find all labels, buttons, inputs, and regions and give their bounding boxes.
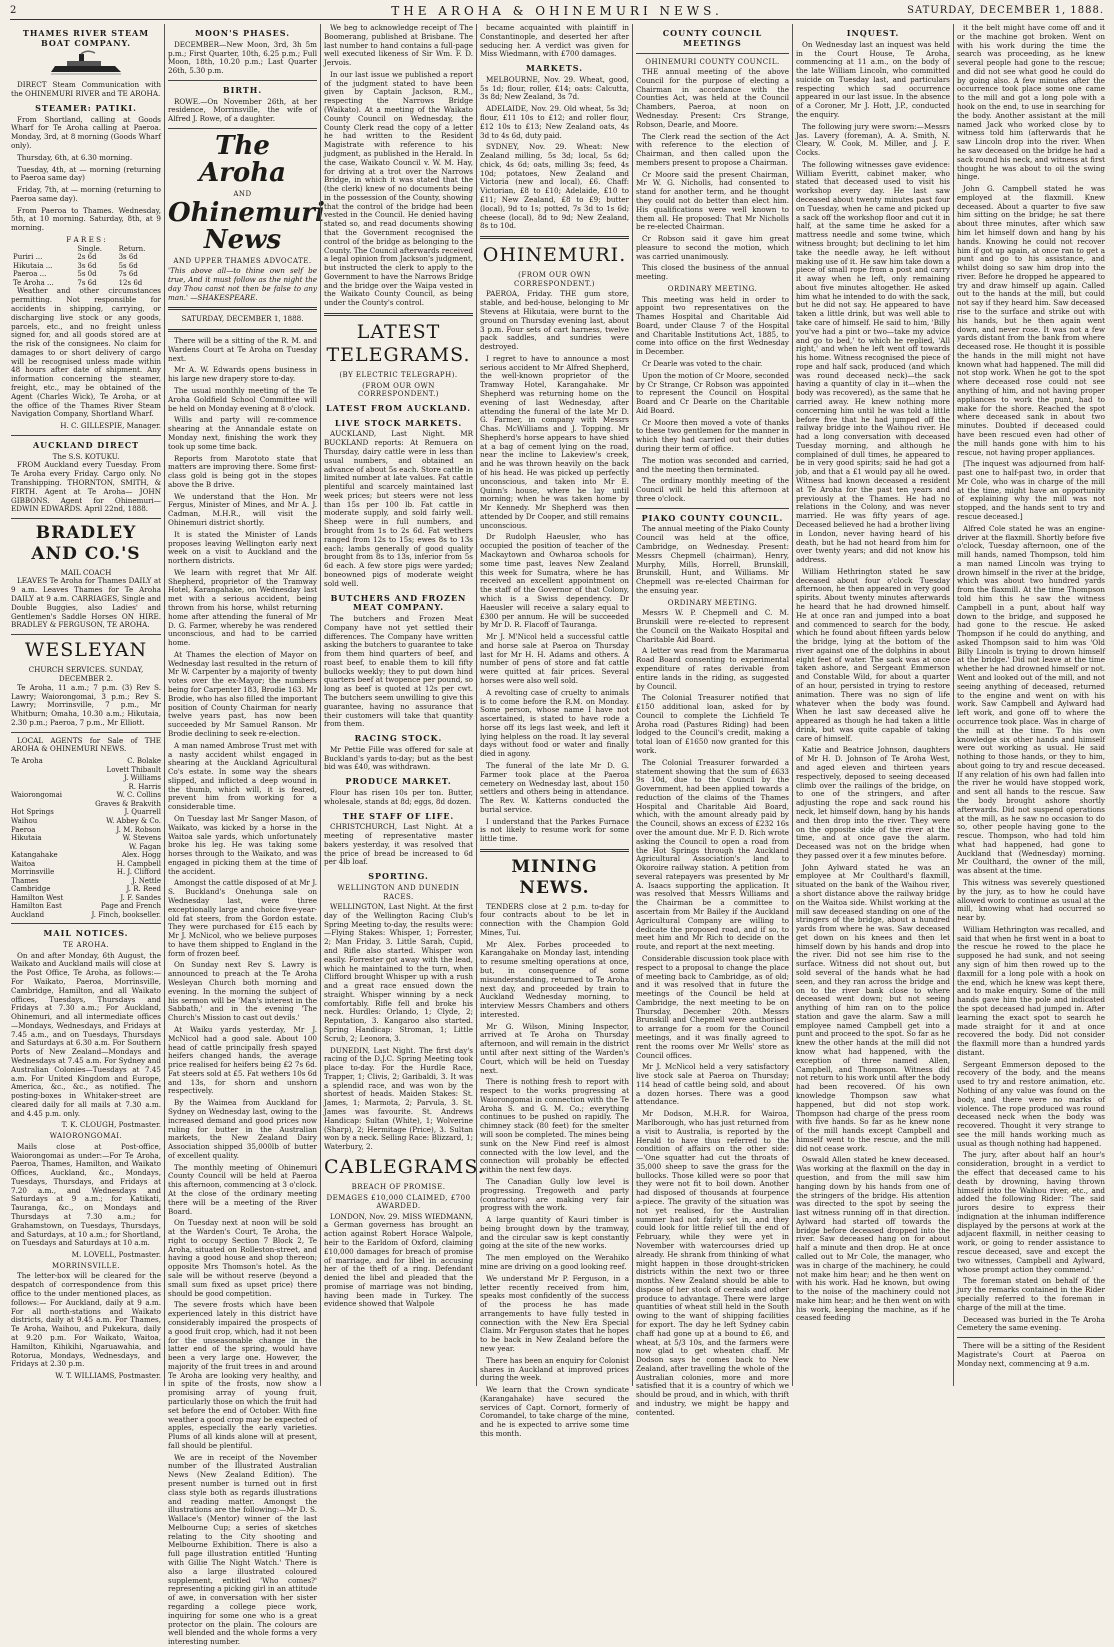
agent-row: Hikutaia W. Stevens xyxy=(11,834,161,843)
agent-row: Graves & Brakvith xyxy=(95,799,161,808)
editorial-paragraph: At Thames the election of Mayor on Wednesday last resulted in the return of Mr W. Carpenter by a majority of twenty votes over the ex-Mayor; the numbers being for Carpenter 183, Brodie 163. Mr Brodie, who has also filled the important position of County Chairman for nearly twelve years past, has now been succeeded by Mr Samuel Ranson. Mr Brodie declining to seek re-election. xyxy=(168,649,317,738)
council-paragraph: Mr Dodson, M.H.R. for Wairoa, Marlborough, who has just returned from a visit to Australia, is reported by the Herald to have thus referred to the condition of affairs on the other side:—'One squatter had cut the throats of 35,000 sheep to save the grass for the bullocks. Those killed were so poor that they were not fit to boil down. Another had disposed of thousands at fourpence a-piece. The gravity of the situation was not yet realised, for the Australian summer had not fairly set in, and they could look for little relief till the end of February, while they were yet in November with watercourses dried up already. He shrank from thinking of what might happen in those drought-stricken districts within the next two or three months. New Zealand should be able to dispose of her stock of cereals and other produce to advantage. There were large quantities of wheat still held in the South owing to the want of shipping facilities for export. The day he left Sydney cabin chaff had gone up at a bound to £6, and wheat, at 5/3 10s, and the farmers were now glad to get wheaten chaff. Mr Dodson says he comes back to New Zealand, after travelling the whole of the Australian colonies, more and more satisfied that it is a country of which we should be proud, and in which, with thrift and industry, we might be happy and contented. xyxy=(636,1109,789,1417)
mining-paragraph: We learn that the Crown syndicate (Karangahake) have secured the services of Capt. Cornort, formerly of Coromandel, to take charge of the mine, and he is expected to arrive some time this month. xyxy=(480,1385,629,1439)
editorial-paragraph: The severe frosts which have been experienced lately in this district have considerably impaired the prospects of a good fruit crop, which, had it not been for the unseasonable change in the latter end of the spring, would have been a very large one. However, the majority of the fruit trees in and around Te Aroha are looking very healthy, and in spite of the frosts, now show a promising array of young fruit, particularly those on which the fruit had set before the end of October. With fine weather a good crop may be expected of apples, especially the early varieties. Plums of all kinds alone will at present, fall should be plentiful. xyxy=(168,1300,317,1450)
editorial-paragraph: On Tuesday next at noon will be sold at the Warden's Court, Te Aroha, the right to occupy Section 7 Block 2, Te Aroha, situated on Rolleston-street, and having a good house and shop thereon; opposite Mrs Thomson's hotel. As the sale will be without reserve (beyond a small sum fixed as upset price) there should be good competition. xyxy=(168,1218,317,1298)
fares-cell: Te Aroha ... xyxy=(13,278,54,287)
ordinary-meeting-title: ORDINARY MEETING. xyxy=(667,285,758,293)
sporting-text: WELLINGTON, Last Night. At the first day of the Wellington Racing Club's Spring Meeting to-day, the results were:—Flying Stakes: Whisper, 1; Forrester, 2; Man Friday, 3. Little Sarah, Cupid, and Rifle also started. Whisper won easily. Forrester got away with the lead, which he maintained to the turn, when Clifford brought Whisper up with a rush and a great race ensued down the straight. Whisper winning by a neck comfortably. Rifle fell and broke his neck. Hurdles: Orlando, 1; Clyde, 2; Reputation, 3. Kangaroo also started. Spring Handicap: Stroman, 1; Little Scrub, 2; Leonora, 3. xyxy=(324,902,473,1043)
piako-ordinary-title: ORDINARY MEETING. xyxy=(667,598,758,607)
mining-paragraph: The men employed on the Werahiko mine are driving on a good looking reef. xyxy=(480,1253,629,1271)
morrinsville-signature: W. T. WILLIAMS, Postmaster. xyxy=(55,1371,161,1381)
fares-row xyxy=(11,253,161,262)
column-2 xyxy=(164,24,325,1647)
editorial-paragraph: Reports from Marototo state that matters are improving there. Some first-class gold is being got in the stopes above the B drive. xyxy=(168,453,317,489)
editorial-paragraph: By the Waimea from Auckland for Sydney on Wednesday last, owing to the increased demand and good prices now ruling for butter in the Australian markets, the New Zealand Dairy Association shipped 35,000lb of butter of excellent quality. xyxy=(168,1098,317,1160)
fares-cell: 12s 6d xyxy=(118,278,143,287)
agent-row: Morrinsville H. J. Clifford xyxy=(11,868,161,877)
bradley-text: LEAVES Te Aroha for Thames DAILY at 9 a.m. Leaves Thames for Te Aroha DAILY at 9 a.m. CARRIAGES, Single and Double Buggies, also Ladies' and Gentlemen's Saddle Horses ON HIRE. BRADLEY & FERGUSON, TE AROHA. xyxy=(11,576,161,630)
editorial-paragraph: Mr A. W. Edwards opens business in his large new drapery store to-day. xyxy=(168,365,317,384)
issue-date: SATURDAY, DECEMBER 1, 1888. xyxy=(907,5,1104,16)
latest-telegrams-title: LATEST TELEGRAMS. xyxy=(326,321,471,367)
dunedin-text: DUNEDIN, Last Night. The first day's racing of the D.J.C. Spring Meeting took place to-day. For the Hurdle Race, Trapper, 1; Clivis, 2; Garibaldi, 3. It was a splendid race, and was won by the shortest of heads. Maiden Stakes: St. James, 1; Marmota, 2; Parvula, 3. St. James was favourite. St. Andrews Handicap: Sultan (White), 1; Wolverine (Sharp), 2; Hermitage (Price), 3. Sultan won by a neck. Selling Race: Blizzard, 1; Waterbury, 2. xyxy=(324,1045,473,1152)
fares-head-cell xyxy=(11,245,75,254)
inquest-paragraph: Oswald Allen stated he knew deceased. Was working at the flaxmill on the day in question, and from the mill saw him hanging down by his hands from one of the stringers of the bridge. His attention was directed to the spot by seeing the last witness running off in that direction. Aylward had started off towards the bridge before deceased dropped into the river. Saw deceased hang on for about half a minute and then drop. He at once called out to Mr Cole, the manager, who was in charge of the machinery, he could not make him hear; and he then went on with his work. Had he known, but owing to the noise of the machinery could not make him hear; and he then went on with his work, keeping the machine, as if he ceased feeding xyxy=(796,1155,950,1323)
mining-paragraph: TENDERS close at 2 p.m. to-day for four contracts about to be let in connection with the Champion Gold Mines, Tui. xyxy=(480,901,629,937)
mail-notices-title: MAIL NOTICES. xyxy=(43,928,129,939)
steamer-name: STEAMER: PATIKI. xyxy=(35,102,137,113)
editorial-paragraph: Wills and party will re-commence shearing at the Annandale estate on Monday next, finishing the work they took up some time back. xyxy=(168,415,317,451)
moon-phases-title: MOON'S PHASES. xyxy=(194,28,291,38)
market-paragraph: ADELAIDE, Nov. 29. Old wheat, 5s 3d; flour, £11 10s to £12; and roller flour, £12 10s to £13; New Zealand oats, 4s 3d to 4s 6d, duty paid. xyxy=(480,104,629,140)
cablegram-text: LONDON, Nov. 29. MISS WIEDMANN, a German governess has brought an action against Robert Horace Walpole, heir to the Earldom of Oxford, claiming £10,000 damages for breach of promise of marriage, and for libel in accusing her of the theft of a ring. Defendant denied the libel and pleaded that the promise of marriage was not binding, having been made in Turkey. The evidence showed that Walpole xyxy=(324,1211,473,1309)
inquest-continued: The jury, after about half an hour's consideration, brought in a verdict to the effect that deceased came to his death by drowning, having thrown himself into the Waihou river, etc., and added the following Rider: 'The said jurors desire to express their indignation at the inhuman indifference displayed by the persons at work at the adjacent flaxmill, in neither ceasing to work, or going to render assistance to rescue deceased, save and except the two witnesses, Campbell and Aylward, whose prompt action they commend.' xyxy=(957,1150,1105,1274)
masthead xyxy=(10,3,1104,20)
paper-name-2: Ohinemuri News xyxy=(168,198,325,256)
staff-of-life-title: THE STAFF OF LIFE. xyxy=(342,810,455,821)
sporting-sub: WELLINGTON AND DUNEDIN RACES. xyxy=(337,883,460,901)
kotuku-name: The S.S. KOTUKU. xyxy=(52,451,120,461)
agent-row: Waiorongomai W. C. Collins xyxy=(11,791,161,800)
editorial-paragraph: At Waiku yards yesterday, Mr J. McNicol had a good sale. About 100 head of cattle principally fresh spayed heifers changed hands, the average price realised for heifers being £2 7s 6d. Fat steers sold at £5. Fat wethers 10s 6d and 13s, for shorn and unshorn respectively. xyxy=(168,1024,317,1096)
inquest-paragraph: John Aylward stated he was an employee at Mr Coulthard's flaxmill, situated on the bank of the Waihou river, a short distance above the railway bridge on the Waitoa side. Whilst working at the mill saw deceased standing on one of the stringers of the bridge, about a hundred yards from where he was. Saw deceased get down on his knees and then let himself down by his hands and drop into the river. Did not see him rise to the surface. Witness did not shout out, but sold several of the hands what he had seen, and they ran across the bridge and on to the river bank close to where deceased went down; but not seeing anything of him ran on to the police station and gave the alarm. Saw a mill employee named Campbell get into a punt and proceed to the spot. So far as he knew the other hands at the mill did not know what had happened, with the exception of three named Allen, Campbell, and Thompson. Witness did not return to his work until after the body had been recovered. Of his own knowledge Thompson saw what happened, but did not stop work. Thompson had charge of the press room with five hands. So far as he knew none of the mill hands except Campbell and himself went to the rescue, and the mill did not cease work. xyxy=(796,862,950,1153)
fares-cell: 2s 6d xyxy=(77,253,97,262)
column-5 xyxy=(632,24,792,1417)
fares-cell: 3s 6d xyxy=(118,253,138,262)
ohinemuri-paragraph: I regret to have to announce a most serious accident to Mr Alfred Shepherd, the well-known proprietor of the Tramway Hotel, Karangahake. Mr Shepherd was returning home on the evening of last Wednesday, after attending the funeral of the late Mr D. G. Farmer, in company with Messrs Chas. McWilliams and J. Topping. Mr Shepherd's horse appears to have shied at a bag of cement lying on the road, near the incline to Lakeview's creek, and he was thrown heavily on the back of his head. He was picked up perfectly unconscious, and taken into Mr E. Quinn's house, where he lay until morning; when he was taken home by Mr Kennedy. Mr Shepherd was then attended by Dr Cooper, and still remains unconscious. xyxy=(480,353,629,530)
auckland-direct-title: AUCKLAND DIRECT xyxy=(32,439,140,450)
council-paragraph: This meeting was held in order to appoint two representatives on the Thames Hospital and Charitable Aid Board, under Clause 7 of the Hospital and Charitable Institutions Act, 1885, to come into office on the first Wednesday in December. xyxy=(636,294,789,357)
fares-head-row xyxy=(11,245,161,254)
schedule-4: From Paeroa to Thames. Wednesday, 5th, at 10 morning. Saturday, 8th, at 9 morning. xyxy=(11,205,161,233)
fares-row xyxy=(11,262,161,271)
agent-row: Auckland J. Finch, bookseller. xyxy=(11,910,161,919)
mining-paragraph: There has been an enquiry for Colonist shares in Auckland at improved prices during the week. xyxy=(480,1355,629,1383)
council-paragraph: This closed the business of the annual meeting. xyxy=(636,263,789,282)
fares-cell: Puriri ... xyxy=(13,253,43,262)
morrinsville-text: The letter-box will be cleared for the despatch of correspondence from this office to the under mentioned places, as follows:— For Auckland, daily at 9 a.m. For all north-stations and Waikato districts, daily at 9.45 a.m. For Thames, Te Aroha, Waihou, and Pukekura, daily at 9.20 p.m. For Waikato, Waitoa, Hamilton, Kihikihi, Ngaruawahia, and Rotorua, Mondays, Wednesdays, and Fridays at 2.30 p.m. xyxy=(11,1271,161,1369)
market-paragraph: SYDNEY, Nov. 29. Wheat: New Zealand milling, 5s 3d; local, 5s 6d; chick, 4s 6d; oats, milling 3s; feed, 4s 10d; potatoes, New Zealand and Victoria (new and local), £6. Chaff: Victorian, £8 to £10; Adelaide, £10 to £11; New Zealand, £8 to £9; butter (local), 9d to 1s; potted, 7s 3d to 1s 6d; cheese (local), 8d to 9d; New Zealand, 8s to 10d. xyxy=(480,142,629,231)
article-paragraph: became acquainted with plaintiff in Constantinople, and deserted her after seducing her. A verdict was given for Miss Wiedmann, with £700 damages. xyxy=(480,23,629,59)
editorial-paragraph: A man named Ambrose Trust met with a nasty accident whilst engaged in shearing at the Auckland Agricultural Co's estate. In some way the shears slipped, and inflicted a deep wound in the thumb, which will, it is feared, prevent him from working for a considerable time. xyxy=(168,740,317,812)
agent-row: Katangahake Alex. Hogg xyxy=(11,851,161,860)
markets-title: MARKETS. xyxy=(526,63,583,74)
schedule-1: Thursday, 6th, at 6.30 morning. xyxy=(17,152,133,162)
council-paragraph: The Colonial Treasurer forwarded a statement showing that the sum of £633 9s 10d, due to the Council by the Government, had been applied towards a reduction of the claims of the Thames Hospital and Charitable Aid Board, which, with the amount already paid by the Council, shows an excess of £232 16s over the amount due. Mr F. D. Rich wrote asking the Council to open a road from the Hot Springs through the Auckland Agricultural Association's land to Okoroire railway station. A petition from several ratepayers was presented by Mr A. Isaacs supporting the application. It was resolved that Messrs Williams and the Chairman be a committee to ascertain from Mr Bailey if the Auckland Agricultural Company are willing to dedicate the proposed road, and if so, to meet him and Mr Rich to decide on the route, and report at the next meeting. xyxy=(636,757,789,952)
inquest-continued: John G. Campbell stated he was employed at the flaxmill. Knew deceased. About a quarter to five saw him sitting on the bridge; he sat there about three minutes, after which saw him let himself down and hang by his hands. Knowing he could not recover him if got up again, at once ran to get a punt and go to his assistance, and whilst doing so saw him drop into the river. Before he dropped he appeared to try and draw himself up again. Called out to the hands at the mill, but could not say if they heard him. Saw deceased rise to the surface and strike out with his hands, but he then again went down, and never rose. It was not a few yards distant from the bank from where deceased rose. He thought it is possible the hands in the mill might not have known what had happened. The mill did not stop work. When he got to the spot where deceased rose could not see anything of him, and not having proper appliances to work the punt, had to make for the shore. Reached the spot where deceased sank in about two minutes. Doubted if deceased could have been rescued even had other of the mill hands gone with him to his rescue, not having proper appliances. xyxy=(957,184,1105,457)
fares-cell: 5s 6d xyxy=(118,261,138,270)
council-paragraph: The Clerk read the section of the Act with reference to the election of Chairman, and then called upon the members present to propose a Chairman. xyxy=(636,131,789,167)
editorial-paragraph: It is stated the Minister of Lands proposes leaving Wellington early next week on a visit to Auckland and the northern districts. xyxy=(168,529,317,566)
produce-title: PRODUCE MARKET. xyxy=(345,776,452,787)
agent-row: Hot Springs J. Quarrell xyxy=(11,808,161,817)
live-stock-text: AUCKLAND, Last Night. MR BUCKLAND reports: At Remuera on Thursday, dairy cattle were in less than usual numbers, and obtained an advance of about 5s each. Store cattle in limited number at late values. Fat cattle plentiful and scarcely maintained last week prices; but steers were not less than 15s per 100 lb. Fat cattle in moderate supply, and sold fairly well. Sheep were in full numbers, and brought from 1s to 2s 6d. Fat wethers ranged from 12s to 15s; ewes 8s to 13s each; lambs generally of good quality brought from 8s to 13s, inferior from 5s 6d each. A few store pigs were yarded; boneowned pigs of moderate weight sold well. xyxy=(324,429,473,588)
council-paragraph: A letter was read from the Maramarua Road Board consenting to experimental expenditure of rates derivable from entire lands in the riding, as suggested by Council. xyxy=(636,646,789,691)
inquest-paragraph: William Hethrington stated he saw deceased about four o'clock Tuesday afternoon, he then appeared in very good spirits. About twenty minutes afterwards he heard that he had drowned himself. He at once ran and jumped into a boat and commenced to search for the body, which he found about fifteen yards below the bridge, lying at the bottom of the river against one of the dolphins in about eight feet of water. The sack was at once taken ashore, and Sergeant Emmerson and Constable Wild, for about a quarter of an hour, persisted in trying to restore animation. There was no sign of life whatever when the body was found. When he last saw deceased alive he appeared as though he had taken a little drink, but was quite capable of taking care of himself. xyxy=(796,566,950,743)
mining-paragraph: There is nothing fresh to report with respect to the works progressing at Waiorongomai in connection with the Te Aroha S. and G. M. Co.; everything continues to be pushed on rapidly. The chimney stack (80 feet) for the smelter will soon be completed. The mines being sunk on the New Find reef is almost connected with the low level, and the connection will probably be effected within the next few days. xyxy=(480,1077,629,1175)
council-paragraph: Mr J. McNicol held a very satisfactory live stock sale at Paeroa on Thursday; 114 head of cattle being sold, and about a dozen horses. There was a good attendance. xyxy=(636,1062,789,1107)
inquest-continued: Alfred Cole stated he was an engine-driver at the flaxmill. Shortly before five o'clock, Tuesday afternoon, one of the mill hands, named Thompson, told him a man named Lincoln was trying to drown himself in the river at the bridge, which was about two hundred yards from the flaxmill. At the time Thompson told him this he saw the witness Campbell in a punt, about half way down to the bridge, and supposed he had gone to the rescue. He asked Thompson if he could do anything, and asked Thompson said to him was 'Old Billy Lincoln is trying to drown himself at the bridge.' Did not leave at the time whether he had drowned himself or not. Went and looked out of the mill, and not seeing anything of deceased, returned to the engine and went on with his work. Saw Campbell and Aylward had left work, and gone off to where the occurrence took place. Was in charge of the mill at the time. To his own knowledge six other hands and himself were out working as usual. He said nothing to those hands, or they to him, about going to try and rescue deceased. If any relation of his own had fallen into the river he would have stopped work, and sent all hands to the rescue. Saw the body brought ashore shortly afterwards. Did not suspend operations at the mill, as he saw no occasion to do so, other people having gone to the rescue. Thompson, who had told him what had happened, had gone to Auckland that (Wednesday) morning. Mr Coulthard, the owner of the mill, was absent at the time. xyxy=(957,523,1105,876)
mail-signature: T. K. CLOUGH, Postmaster. xyxy=(61,1120,161,1130)
article-paragraph: We beg to acknowledge receipt of The Boomerang, published at Brisbane. The last number to hand contains a full-page well executed likeness of Sir Wm. F. D. Jervois. xyxy=(324,23,473,68)
agent-row: Waitoa H. Campbell xyxy=(11,859,161,868)
paper-subtitle: AND UPPER THAMES ADVOCATE. xyxy=(173,256,312,265)
column-6 xyxy=(792,24,953,1386)
schedule-3: Friday, 7th, at — morning (returning to Paeroa same day). xyxy=(11,185,161,203)
ohinemuri-council-title: OHINEMURI COUNTY COUNCIL. xyxy=(645,57,780,66)
birth-text: ROWE.—On November 26th, at her residence, Morrinsville, the wife of Alfred J. Rowe, of a daughter. xyxy=(168,96,317,124)
editorial-paragraph: On Tuesday last Mr Sanger Mason, of Waikato, was kicked by a horse in the Waitoa sale yards, which unfortunately broke his leg. He was taking some horses through to the Waikato, and was engaged in picking them at the time of the accident. xyxy=(168,813,317,876)
inquest-paragraph: Katie and Beatrice Johnson, daughters of Mr H. D. Johnson of Te Aroha West, and aged eleven and thirteen years respectively, deposed to seeing deceased climb over the railings of the bridge, on to one of the stringers, and after adjusting the rope and sack round his neck, let himself down, hang by his hands and then drop into the river. They were on the opposite side of the river at the time, and at once gave the alarm. Deceased was not on the bridge when they passed over it a few minutes before. xyxy=(796,745,950,860)
waiorongomai-text: Mails close at Post-office, Waiorongomai as under:—For Te Aroha, Paeroa, Thames, Hamilton, and Waikato Offices, Auckland, &c., Mondays, Tuesdays, Thursdays, and Fridays at 7.20 a.m., and Wednesdays and Saturdays at 9 a.m.; for Katikati, Tauranga, &c., on Mondays and Thursdays at 7.30 a.m.; for Grahamstown, on Tuesdays, Thursdays, and Saturdays, at 10 a.m.; for Shortland, on Tuesdays and Saturdays at 10 a.m. xyxy=(11,1141,161,1248)
paper-name-1: The Aroha xyxy=(199,130,286,189)
ohinemuri-paragraph: Dr Rudolph Haeusler, who has occupied the position of teacher of the Mackaytown and Owharoa schools for some time past, leaves New Zealand this week for Sumatra, where he has received an excellent appointment on the staff of the Governor of that Colony, which is a Swiss dependency. Dr Haeusler will receive a salary equal to £300 per annum. He will be succeeded by Mr D. R. Flacoff of Tauranga. xyxy=(480,532,629,630)
kotuku-text: FROM Auckland every Tuesday. From Te Aroha every Friday. Cargo only. No Transhipping. THORNTON, SMITH, & FIRTH. Agent at Te Aroha— JOHN GIBBONS. Agent for Ohinemuri— EDWIN EDWARDS. April 22nd, 1888. xyxy=(11,460,161,514)
ohinemuri-title: OHINEMURI. xyxy=(482,244,627,267)
council-paragraph: The ordinary monthly meeting of the Council will be held this afternoon at three o'clock. xyxy=(636,476,789,503)
mining-paragraph: The Canadian Gully low level is progressing. Tregoweth and party (contractors) are making very fair progress with the work. xyxy=(480,1176,629,1213)
moon-phases-text: DECEMBER—New Moon, 3rd, 3h 5m p.m.; First Quarter, 10th, 6.25 p.m.; Full Moon, 18th, 10.20 p.m.; Last Quarter 26th, 5.30 p.m. xyxy=(168,39,317,76)
editorial-paragraph: There will be a sitting of the R. M. and Wardens Court at Te Aroha on Tuesday next. xyxy=(168,336,317,363)
council-paragraph: Considerable discussion took place with respect to a proposal to change the place of meeting back to Cambridge, as of old; and it was resolved that in future the meetings of the Council be held at Cambridge, the next meeting to be on Thursday, December 20th. Messrs Brunskill and Chepmell were authorised to arrange for a room for the Council meetings, and it was finally agreed to rent the rooms over Mr Wells' store as Council offices. xyxy=(636,953,789,1060)
editorial-paragraph: Amongst the cattle disposed of at Mr J. S. Buckland's Onehunga sale on Wednesday last, were three exceptionally large and choice five-year-old fat steers, from the Gordon estate. They were purchased for £15 each by Mr J. McNicol, who we believe purposes to have them shipped to England in the form of frozen beef. xyxy=(168,878,317,958)
fares-cell: 5s 0d xyxy=(77,270,97,279)
mining-paragraph: A large quantity of Kauri timber is being brought down by the tramway, and the circular saw is kept constantly going at the site of the new works. xyxy=(480,1215,629,1251)
cablegrams-title: CABLEGRAMS. xyxy=(324,1155,485,1178)
breach-title: BREACH OF PROMISE. xyxy=(351,1183,446,1192)
article-paragraph: In our last issue we published a report of the judgment stated to have been given by Captain Jackson, R.M., respecting the Narrows Bridge (Waikato). At a meeting of the Waikato County Council on Wednesday, the County Clerk read the copy of a letter he had written to the Resident Magistrate with reference to his judgment, as published in the Herald. In the case, Waikato Council v. W. M. Hay, for driving at a trot over the Narrows Bridge, in which it was stated that the (the clerk) knew of no documents being in the possession of the County, showing that the control of the bridge had been vested in the Council. He denied having stated so, and read documents showing that the Government recognised the control of the bridge as belonging to the County. The Council afterwards received a legal opinion from Jackson's judgment, but instructed the clerk to apply to the Government to have the Narrows Bridge and the bridge over the Waipa vested in the Waikato County Council, as being under the County's control. xyxy=(324,69,473,308)
sporting-title: SPORTING. xyxy=(368,871,429,882)
ohinemuri-paragraph: PAEROA, Friday. THE gum store, stable, and bed-house, belonging to Mr Stevens at Hikutaia, were burnt to the ground on Thursday evening last, about 3 p.m. Four sets of cart harness, twelve pack saddles, and sundries were destroyed. xyxy=(480,289,629,352)
telegrams-sub: (BY ELECTRIC TELEGRAPH). xyxy=(339,371,458,380)
council-paragraph: THE annual meeting of the above Council for the purpose of electing a Chairman in accordance with the Counties Act, was held at the Council Chambers, Paeroa, at noon on Wednesday. Present: Crs Strange, Robson, Dearle, and Moore. xyxy=(636,67,789,129)
agents-title: LOCAL AGENTS for Sale of THE AROHA & OHINEMURI NEWS. xyxy=(11,735,161,754)
column-3 xyxy=(320,23,485,1386)
inquest-continued: [The inquest was adjourned from half-past one to half-past two, in order that Mr Cole, who was in charge of the mill at the time, might have an opportunity of explaining why the mill was not stopped, and the hands sent to try and rescue deceased.] xyxy=(957,459,1105,521)
mail-text: On and after Monday, 6th August, the Waikato and Auckland mails will close at the Post Office, Te Aroha, as follows:— For Waikato, Paeroa, Morrinsville, Cambridge, Hamilton, and all Waikato offices, Tuesdays, Thursdays and Fridays at 7.30 a.m.; For Auckland, Ohinemuri, and all intermediate offices—Mondays, Wednesdays, and Fridays at 7.45 a.m., and on Tuesdays, Thursdays and Saturdays at 6.30 a.m. For Southern Ports of New Zealand—Mondays and Wednesdays at 7.45 a.m. For Sydney and Australian Colonies—Tuesdays at 7.45 a.m. For United Kingdom and Europe, America, &c., &c., as notified. The posting-boxes in Whitaker-street are cleared daily for all mails at 7.30 a.m. and 4.45 p.m. only. xyxy=(11,950,161,1118)
agent-row: Hamilton West J. F. Sandes xyxy=(11,893,161,902)
ohinemuri-sub: (FROM OUR OWN CORRESPONDENT.) xyxy=(513,271,596,288)
inquest-continued: Sergeant Emmerson deposed to the recovery of the body, and the means used to try and restore animation, etc. Nothing of any value was found on the body, and there were no marks of violence. The rope produced was round deceased neck when the body was recovered. Thought it very strange to see the mill hands working much as usual as though nothing had happened. xyxy=(957,1059,1105,1148)
agent-row: J. Williams xyxy=(123,774,161,783)
ohinemuri-paragraph: The funeral of the late Mr D. G. Farmer took place at the Paeroa cemetery on Wednesday last, about 150 settlers and others being in attendance. The Rev. W. Katterns conducted the burial service. xyxy=(480,761,629,814)
column-7 xyxy=(953,24,1108,1386)
motto: 'This above all—to thine own self be true, And it must follow as the night the day Thou canst not then be false to any man.' —SHAKESPEARE. xyxy=(168,266,317,302)
fares-cell: Hikutaia ... xyxy=(13,261,53,270)
wesleyan-title: WESLEYAN xyxy=(24,639,148,662)
waiorongomai-signature: M. LOVELL, Postmaster. xyxy=(71,1250,161,1260)
racing-stock-title: RACING STOCK. xyxy=(354,733,443,744)
council-paragraph: Messrs W. P. Chepmell and C. M. Brunskill were re-elected to represent the Council on the Waikato Hospital and Charitable Aid Board. xyxy=(636,608,789,644)
inquest-paragraph: On Wednesday last an inquest was held in the Court House, Te Aroha, commencing at 11 a.m., on the body of the late William Lincoln, who committed suicide on Tuesday last, and particulars respecting which sad occurrence appeared in our last issue. In the absence of a Coroner, Mr J. Hott, J.P., conducted the enquiry. xyxy=(796,39,950,119)
steamship-icon xyxy=(11,51,161,80)
staff-of-life-text: CHRISTCHURCH, Last Night. At a meeting of representative master bakers yesterday, it was resolved that the price of bread be increased to 6d per 4lb loaf. xyxy=(324,822,473,867)
mining-news-title: MINING NEWS. xyxy=(511,857,598,898)
butchers-text: The butchers and Frozen Meat Company have not yet settled their differences. The Company have written asking the butchers to guarantee to take from them hind quarters of beef, and roast beef, to enable them to kill fifty bullocks weekly; they to put down hind quarters beef at twopence per pound, so long as beef is quoted at 12s per cwt. The butchers seem unwilling to give this guarantee, having no assurance that their customers will take that quantity from them. xyxy=(324,614,473,729)
date-line: SATURDAY, DECEMBER 1, 1888. xyxy=(181,314,304,324)
piako-council-title: PIAKO COUNTY COUNCIL. xyxy=(641,512,784,523)
agent-row: Cambridge J. R. Reed xyxy=(11,885,161,894)
agent-row: Thames J. Nettle xyxy=(11,876,161,885)
butchers-title: BUTCHERS AND FROZEN MEAT COMPANY. xyxy=(330,592,467,613)
wesleyan-text: Te Aroha, 11 a.m.; 7 p.m. (3) Rev S. Lawry; Waiorongomai, 3 p.m.; Rev S. Lawry; Morrinsville, 7 p.m., Mr Whitburn; Omaha, 10.30 a.m.; Hikutaia, 2.30 p.m.; Paeroa, 7 p.m., Mr Elliott. xyxy=(11,682,161,727)
racing-stock-text: Mr Pettie Fille was offered for sale at Buckland's yards to-day; but as the best bid was £40, was withdrawn. xyxy=(324,744,473,772)
fares-head-cell: Single. xyxy=(77,244,102,253)
fares-cell: 7s 6d xyxy=(118,270,138,279)
editorial-paragraph: We understand that the Hon. Mr Fergus, Minister of Mines, and Mr A. J. Cadman, M.H.R., will visit the Ohinemuri district shortly. xyxy=(168,491,317,527)
produce-text: Flour has risen 10s per ton. Butter, wholesale, stands at 8d; eggs, 8d dozen. xyxy=(324,788,473,806)
fares-cell: 7s 6d xyxy=(77,278,97,287)
morrinsville-title: MORRINSVILLE. xyxy=(51,1261,121,1270)
agent-row: Te Aroha C. Bolake xyxy=(11,757,161,766)
inquest-title: INQUEST. xyxy=(846,28,900,38)
bradley-title: BRADLEY AND CO.'S xyxy=(31,523,141,564)
agent-row: Paeroa J. M. Robson xyxy=(11,825,161,834)
fares-title: F A R E S : xyxy=(66,234,106,244)
mining-paragraph: We understand Mr P. Ferguson, in a letter recently received from him, speaks most confidently of the success of the process he has made arrangements to have fully tested in connection with the New Era Special Claim. Mr Ferguson states that he hopes to be back in New Zealand before the new year. xyxy=(480,1273,629,1354)
agents-list xyxy=(11,757,161,919)
market-paragraph: MELBOURNE, Nov. 29. Wheat, good, 5s 1d; flour, roller, £14; oats: Calcutta, 3s 8d; New Zealand, 3s 7d. xyxy=(480,74,629,102)
inquest-paragraph: The following jury were sworn:—Messrs Jas. Lavery (foreman), A. A. Smith, N. Cleary, W. Cook, M. Miller, and J. F. Cocks. xyxy=(796,121,950,158)
steam-lead: DIRECT Steam Communication with the OHINEMURI RIVER and TE AROHA. xyxy=(11,80,161,99)
court-notice: There will be a sitting of the Resident Magistrate's Court at Paeroa on Monday next, commencing at 9 a.m. xyxy=(957,1341,1105,1368)
manager-signature: H. C. GILLESPIE, Manager. xyxy=(60,421,161,431)
council-paragraph: Cr Moore then moved a vote of thanks to these two gentlemen for the manner in which they had carried out their duties during their term of office. xyxy=(636,417,789,454)
editorial-paragraph: The monthly meeting of Ohinemuri County Council will be held at Paeroa this afternoon, commencing at 3 o'clock. At the close of the ordinary meeting there will be a meeting of the River Board. xyxy=(168,1162,317,1216)
newspaper-title: THE AROHA & OHINEMURI NEWS. xyxy=(391,4,723,18)
county-council-title: COUNTY COUNCIL MEETINGS xyxy=(662,28,763,48)
bradley-sub: MAIL COACH xyxy=(60,567,112,577)
council-paragraph: Cr Robson said it gave him great pleasure to second the motion, which was carried unanimously. xyxy=(636,234,789,261)
fares-table xyxy=(11,245,161,288)
column-1 xyxy=(8,24,164,1386)
mining-paragraph: Mr G. Wilson, Mining Inspector, arrived at Te Aroha on Thursday afternoon, and will remain in the district until after next sitting of the Warden's Court, which will be held on Tuesday next. xyxy=(480,1021,629,1075)
steam-notice: Weather and other circumstances permitting. Not responsible for accidents in shipping, carrying, or discharging live stock or any goods, parcels, etc., and no freight unless signed for, and all goods stored are at the risk of the consignees. No claim for damages to or short delivery of cargo will be recognised unless made within 48 hours after date of shipment. Any information concerning the steamer, freight, etc., may be obtained of the Agent (Charles Wick), Te Aroha, or at the office of the Thames River Steam Navigation Company, Shortland Wharf. xyxy=(11,286,161,419)
steam-company-title: THAMES RIVER STEAM BOAT COMPANY. xyxy=(22,28,150,48)
wesleyan-sub: CHURCH SERVICES. SUNDAY, DECEMBER 2. xyxy=(28,665,144,684)
agent-row: Lovett Thibault xyxy=(106,765,161,774)
mining-paragraph: Mr Alex. Forbes proceeded to Karangahake on Monday last, intending to resume smelting operations at once, but, in consequence of some misunderstanding, returned to Te Aroha next day, and proceeded by train to Auckland Wednesday morning, to interview Messrs Chambers and others interested. xyxy=(480,939,629,1019)
schedule-0: From Shortland, calling at Goods Wharf for Te Aroha calling at Paeroa. Monday, 3rd, at 8 morning (Goods Wharf only). xyxy=(11,114,161,150)
council-paragraph: Cr Dearle was voted to the chair. xyxy=(642,359,763,368)
inquest-paragraph: The following witnesses gave evidence: William Everitt, cabinet maker, who stated that deceased used to visit his workshop every day. He last saw deceased about twenty minutes past four on Tuesday, when he came and picked up a sack off the workshop floor and cut it in half, at the same time he asked for a mattress needle and some twine, which witness brought; but declining to let him take the needle away, he left without making use of it. He saw him take down a piece of small rope from a post and carry it away when he left, only remaining about five minutes altogether. He asked him what he intended to do with the sack, but he did not say. He appeared to have taken a little drink, but was well able to take care of himself. He said to him, 'Billy you've had a pint or two—take my advice and go to bed,' to which he replied, 'All right,' and when he left went off towards his home. Witness recognised the piece of rope and half sack, produced (and which was round deceased neck)—the sack having a quantity of clay in it—when the body was recovered), as the same that he carried away. He knew nothing more concerning him until he was told a little before five that he had jumped off the railway bridge into the Waihou river. He had a long conversation with deceased Tuesday morning, and although he complained of dull times, he appeared to be in very good spirits; said he had got a job, and that a £1 would pay all he owed. Witness had known deceased a resident at Te Aroha for the past ten years and previously at the Thames. He had no relations in the Colony, and was never married. He was fifty years of age. Deceased believed he had a brother living in London, never having heard of his death, but he had not heard from him for over twenty years; and did not know his address. xyxy=(796,159,950,565)
council-paragraph: Upon the motion of Cr Moore, seconded by Cr Strange, Cr Robson was appointed to represent the Council on Hospital Board and Cr Dearle on the Charitable Aid Board. xyxy=(636,370,789,415)
paper-and: AND xyxy=(233,189,252,198)
ohinemuri-paragraph: I understand that the Parkes Furnace is not likely to resume work for some little time. xyxy=(480,816,629,844)
council-paragraph: The Colonial Treasurer notified that £150 additional loan, asked for by Council to complete the Lichfield Te Aroha road (Pastures Riding) had been lodged to the Council's credit, making a total loan of £1650 now granted for this work. xyxy=(636,693,789,755)
inquest-continued: Deceased was buried in the Te Aroha Cemetery the same evening. xyxy=(957,1314,1105,1333)
live-stock-title: LIVE STOCK MARKETS. xyxy=(334,417,463,428)
agent-row: W. Fagan xyxy=(128,842,161,851)
agent-row: Waihou W. Abbey & Co. xyxy=(11,816,161,825)
inquest-continued: The foreman stated on behalf of the jury the remarks contained in the Rider specially referred to the foreman in charge of the mill at the time. xyxy=(957,1276,1105,1312)
agent-row: Hamilton East Page and French xyxy=(11,902,161,911)
agent-row: R. Harris xyxy=(128,782,161,791)
waiorongomai-title: WAIORONGOMAI. xyxy=(49,1132,123,1141)
fares-cell: 3s 6d xyxy=(77,261,97,270)
editorial-paragraph: On Sunday next Rev S. Lawry is announced to preach at the Te Aroha Wesleyan Church both morning and evening. In the morning the subject of his sermon will be 'Man's interest in the Sabbath,' and in the evening 'The Church's Mission to cast out devils.' xyxy=(168,960,317,1023)
ohinemuri-paragraph: Mr J. M'Nicol held a successful cattle and horse sale at Paeroa on Thursday last for Mr H. H. Adams and others. A number of pens of store and fat cattle were quitted at fair prices. Several horses were also well sold. xyxy=(480,632,629,685)
birth-title: BIRTH. xyxy=(222,84,263,95)
editorial-paragraph: The usual monthly meeting of the Te Aroha Goldfield School Committee will be held on Monday evening at 8 o'clock. xyxy=(168,386,317,413)
council-paragraph: Cr Moore said the present Chairman, Mr W. G. Nicholls, had consented to stand for another term, and he thought they could not do better than elect him. His qualifications were well known to them all. He proposed: That Mr Nicholls be re-elected Chairman. xyxy=(636,169,789,232)
damages-title: DEMAGES £10,000 CLAIMED, £700 AWARDED. xyxy=(326,1193,471,1211)
editorial-paragraph: We learn with regret that Mr Alf. Shepherd, proprietor of the Tramway Hotel, Karangahake, on Wednesday last met with a serious accident, being thrown from his horse, whilst returning home after attending the funeral of Mr D. G. Farmer, whereby he was rendered unconscious, and had to be carried home. xyxy=(168,567,317,648)
fares-row xyxy=(11,270,161,279)
fares-cell: Paeroa ... xyxy=(13,270,47,279)
editorial-paragraph: We are in receipt of the November number of the Illustrated Australian News (New Zealand Edition). The present number is turned out in first class style both as regards illustrations and reading matter. Amongst the illustrations are the following:—Mr D. S. Wallace's (Mentor) winner of the last Melbourne Cup; a series of sketches relating to the City shooting and Melbourne Exhibition. There is also a full page illustration entitled 'Hunting with Gillie The Night Watch.' There is also a large illustrated coloured supplement, entitled 'Who comes?' representing a picking girl in an attitude of awe, in conversation with her sister regarding a college piece work, inquiring for some one who is a great protector on the plain. The colours are well blended and the whole forms a very interesting number. xyxy=(168,1452,317,1647)
inquest-continued: This witness was severely questioned by the jury, as to how he could have allowed work to continue as usual at the mill, knowing what had occurred so near by. xyxy=(957,878,1105,923)
inquest-continued: it the belt might have come off and it or the machine got broken. Went on with his work during the time the search was proceeding, as he knew several people had gone to the rescue; and did not see what good he could do by going also. A few minutes after the occurrence took place some one came to the mill and got a long pole with a hook on the end, to use in searching for the body. Another assistant at the mill named Jack who worked close by to witness told him (afterwards that he saw Lincoln drop into the river. When he saw deceased on the bridge he had a sack round his neck, and witness at first thought he was about to oil the swing hinge. xyxy=(957,23,1105,182)
schedule-2: Tuesday, 4th, at — morning (returning to Paeroa same day) xyxy=(11,164,161,183)
council-paragraph: The motion was seconded and carried, and the meeting then terminated. xyxy=(636,455,789,474)
council-paragraph: The annual meeting of the Piako County Council was held at the office, Cambridge, on Wednesday. Present: Messrs Chepmell (chairman), Henry, Murphy, Mills, Horrell, Brunskill, Brunskill, Hunt, and Williams. Mr Chepmell was re-elected Chairman for the ensuing year. xyxy=(636,524,789,595)
page-number: 2 xyxy=(10,5,17,16)
mail-notices-sub: TE AROHA. xyxy=(63,941,109,950)
ohinemuri-paragraph: A revolting case of cruelty to animals is to come before the R.M. on Monday. Some person, whose name I have not ascertained, is stated to have rode a horse off its legs last week, and left it lying helpless on the road. It lay several days without food or water and finally died in agony. xyxy=(480,687,629,759)
latest-auckland-title: LATEST FROM AUCKLAND. xyxy=(326,402,471,413)
telegrams-sub-2: (FROM OUR OWN CORRESPONDENT.) xyxy=(357,381,440,399)
inquest-continued: William Hethrington was recalled, and said that when he first went in a boat to the rescue he rowed to the place he supposed he had sunk, and not seeing any sign of him then rowed up to the flaxmill for a long pole with a hook on the end, which he knew was kept there, and to make enquiry. Some of the mill hands gave him the pole and indicated the spot deceased had jumped in. After learning the exact spot to search he made straight for it and at once recovered the body. Did not consider the flaxmill more than a hundred yards distant. xyxy=(957,924,1105,1057)
column-4 xyxy=(476,23,632,1439)
fares-head-cell: Return. xyxy=(118,244,146,253)
